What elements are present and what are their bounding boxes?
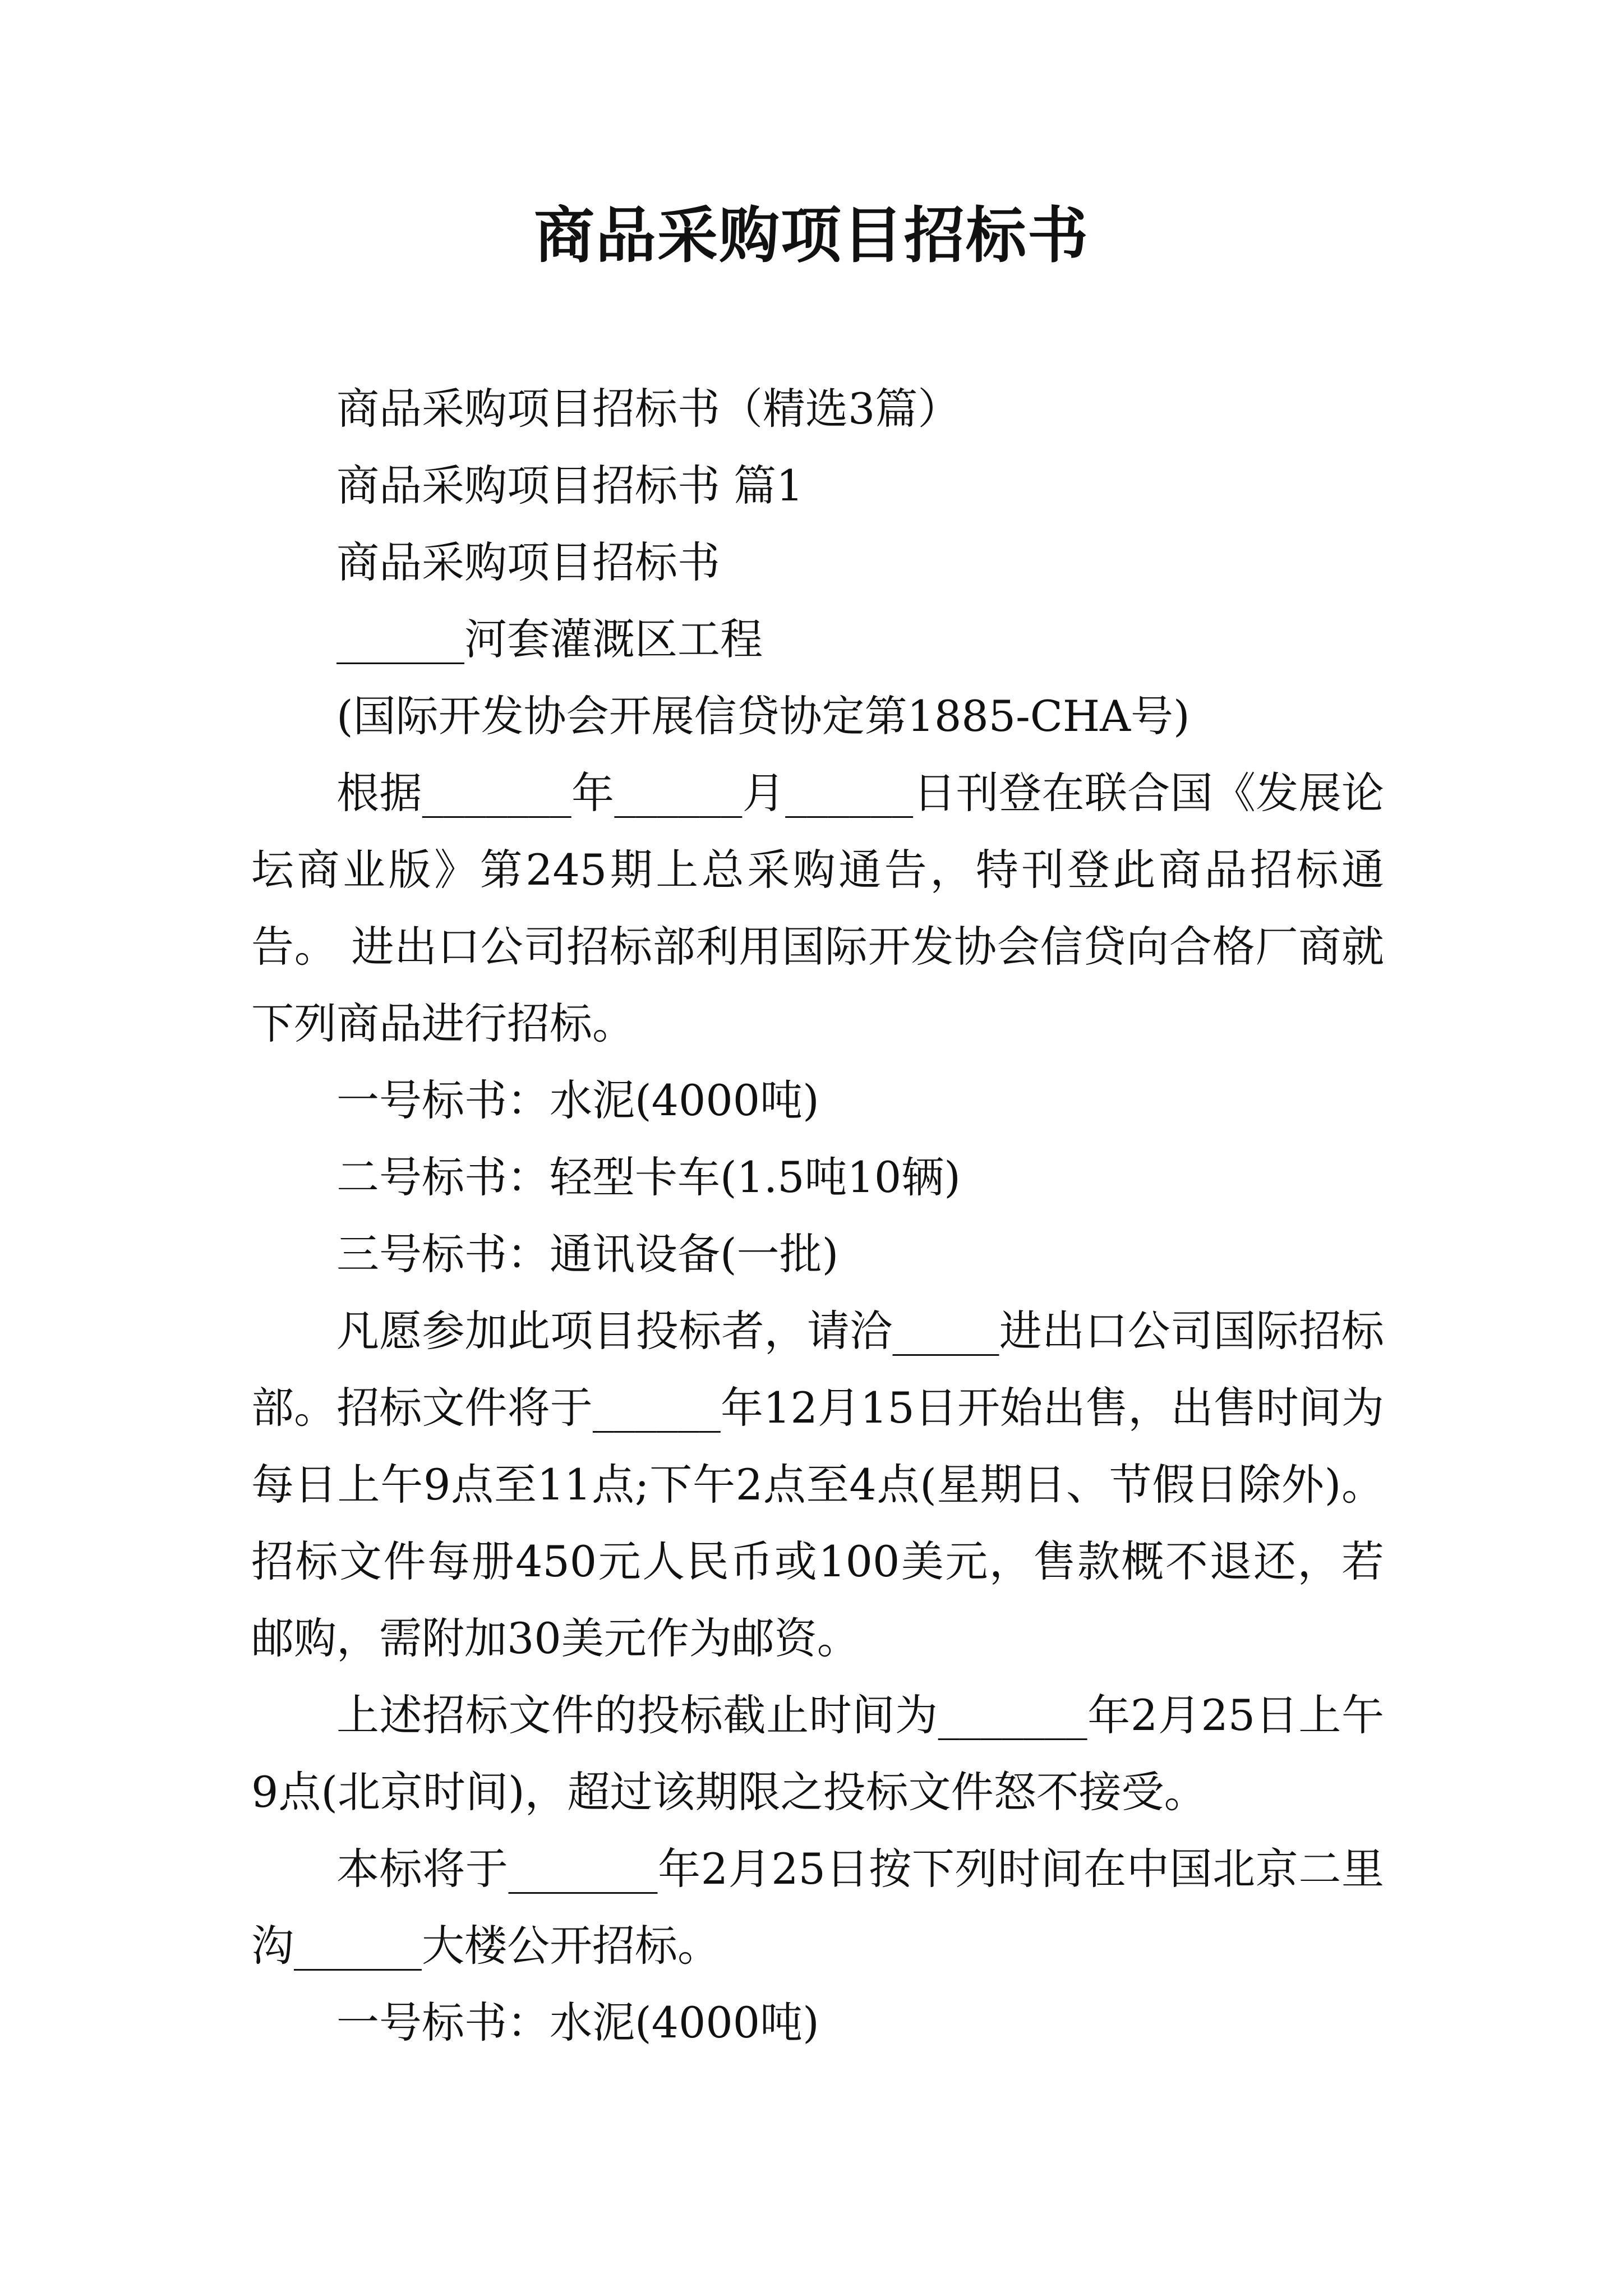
- purchase-paragraph: 凡愿参加此项目投标者，请洽_____进出口公司国际招标部。招标文件将于______年12月15日开始出售，出售时间为每日上午9点至11点;下午2点至4点(星期日、节假日除外)。招标文件每册450元人民币或100美元，售款概不退还，若邮购，需附加30美元作为邮资。: [251, 1306, 1384, 1663]
- bid-item-1-repeat: 一号标书：水泥(4000吨): [336, 1998, 819, 2047]
- bid-item-3: 三号标书：通讯设备(一批): [336, 1229, 839, 1279]
- bid-item-1: 一号标书：水泥(4000吨): [336, 1075, 819, 1125]
- bid-item-2: 二号标书：轻型卡车(1.5吨10辆): [336, 1152, 961, 1202]
- project-name: ______河套灌溉区工程: [336, 614, 763, 664]
- opening-paragraph: 本标将于_______年2月25日按下列时间在中国北京二里沟______大楼公开招标。: [251, 1844, 1384, 1971]
- notice-heading: 商品采购项目招标书: [336, 537, 720, 587]
- subtitle-selected: 商品采购项目招标书（精选3篇）: [336, 384, 961, 434]
- notice-paragraph: 根据_______年______月______日刊登在联合国《发展论坛商业版》第245期上总采购通告，特刊登此商品招标通告。 进出口公司招标部利用国际开发协会信贷向合格厂商就下列商品进行招标。: [251, 768, 1384, 1048]
- deadline-paragraph: 上述招标文件的投标截止时间为_______年2月25日上午9点(北京时间)，超过该期限之投标文件怒不接受。: [251, 1690, 1384, 1817]
- document-body: [251, 370, 1384, 2061]
- document-title: 商品采购项目招标书: [533, 200, 1089, 271]
- section-heading-1: 商品采购项目招标书 篇1: [336, 461, 804, 510]
- credit-agreement: (国际开发协会开展信贷协定第1885-CHA号): [336, 691, 1190, 741]
